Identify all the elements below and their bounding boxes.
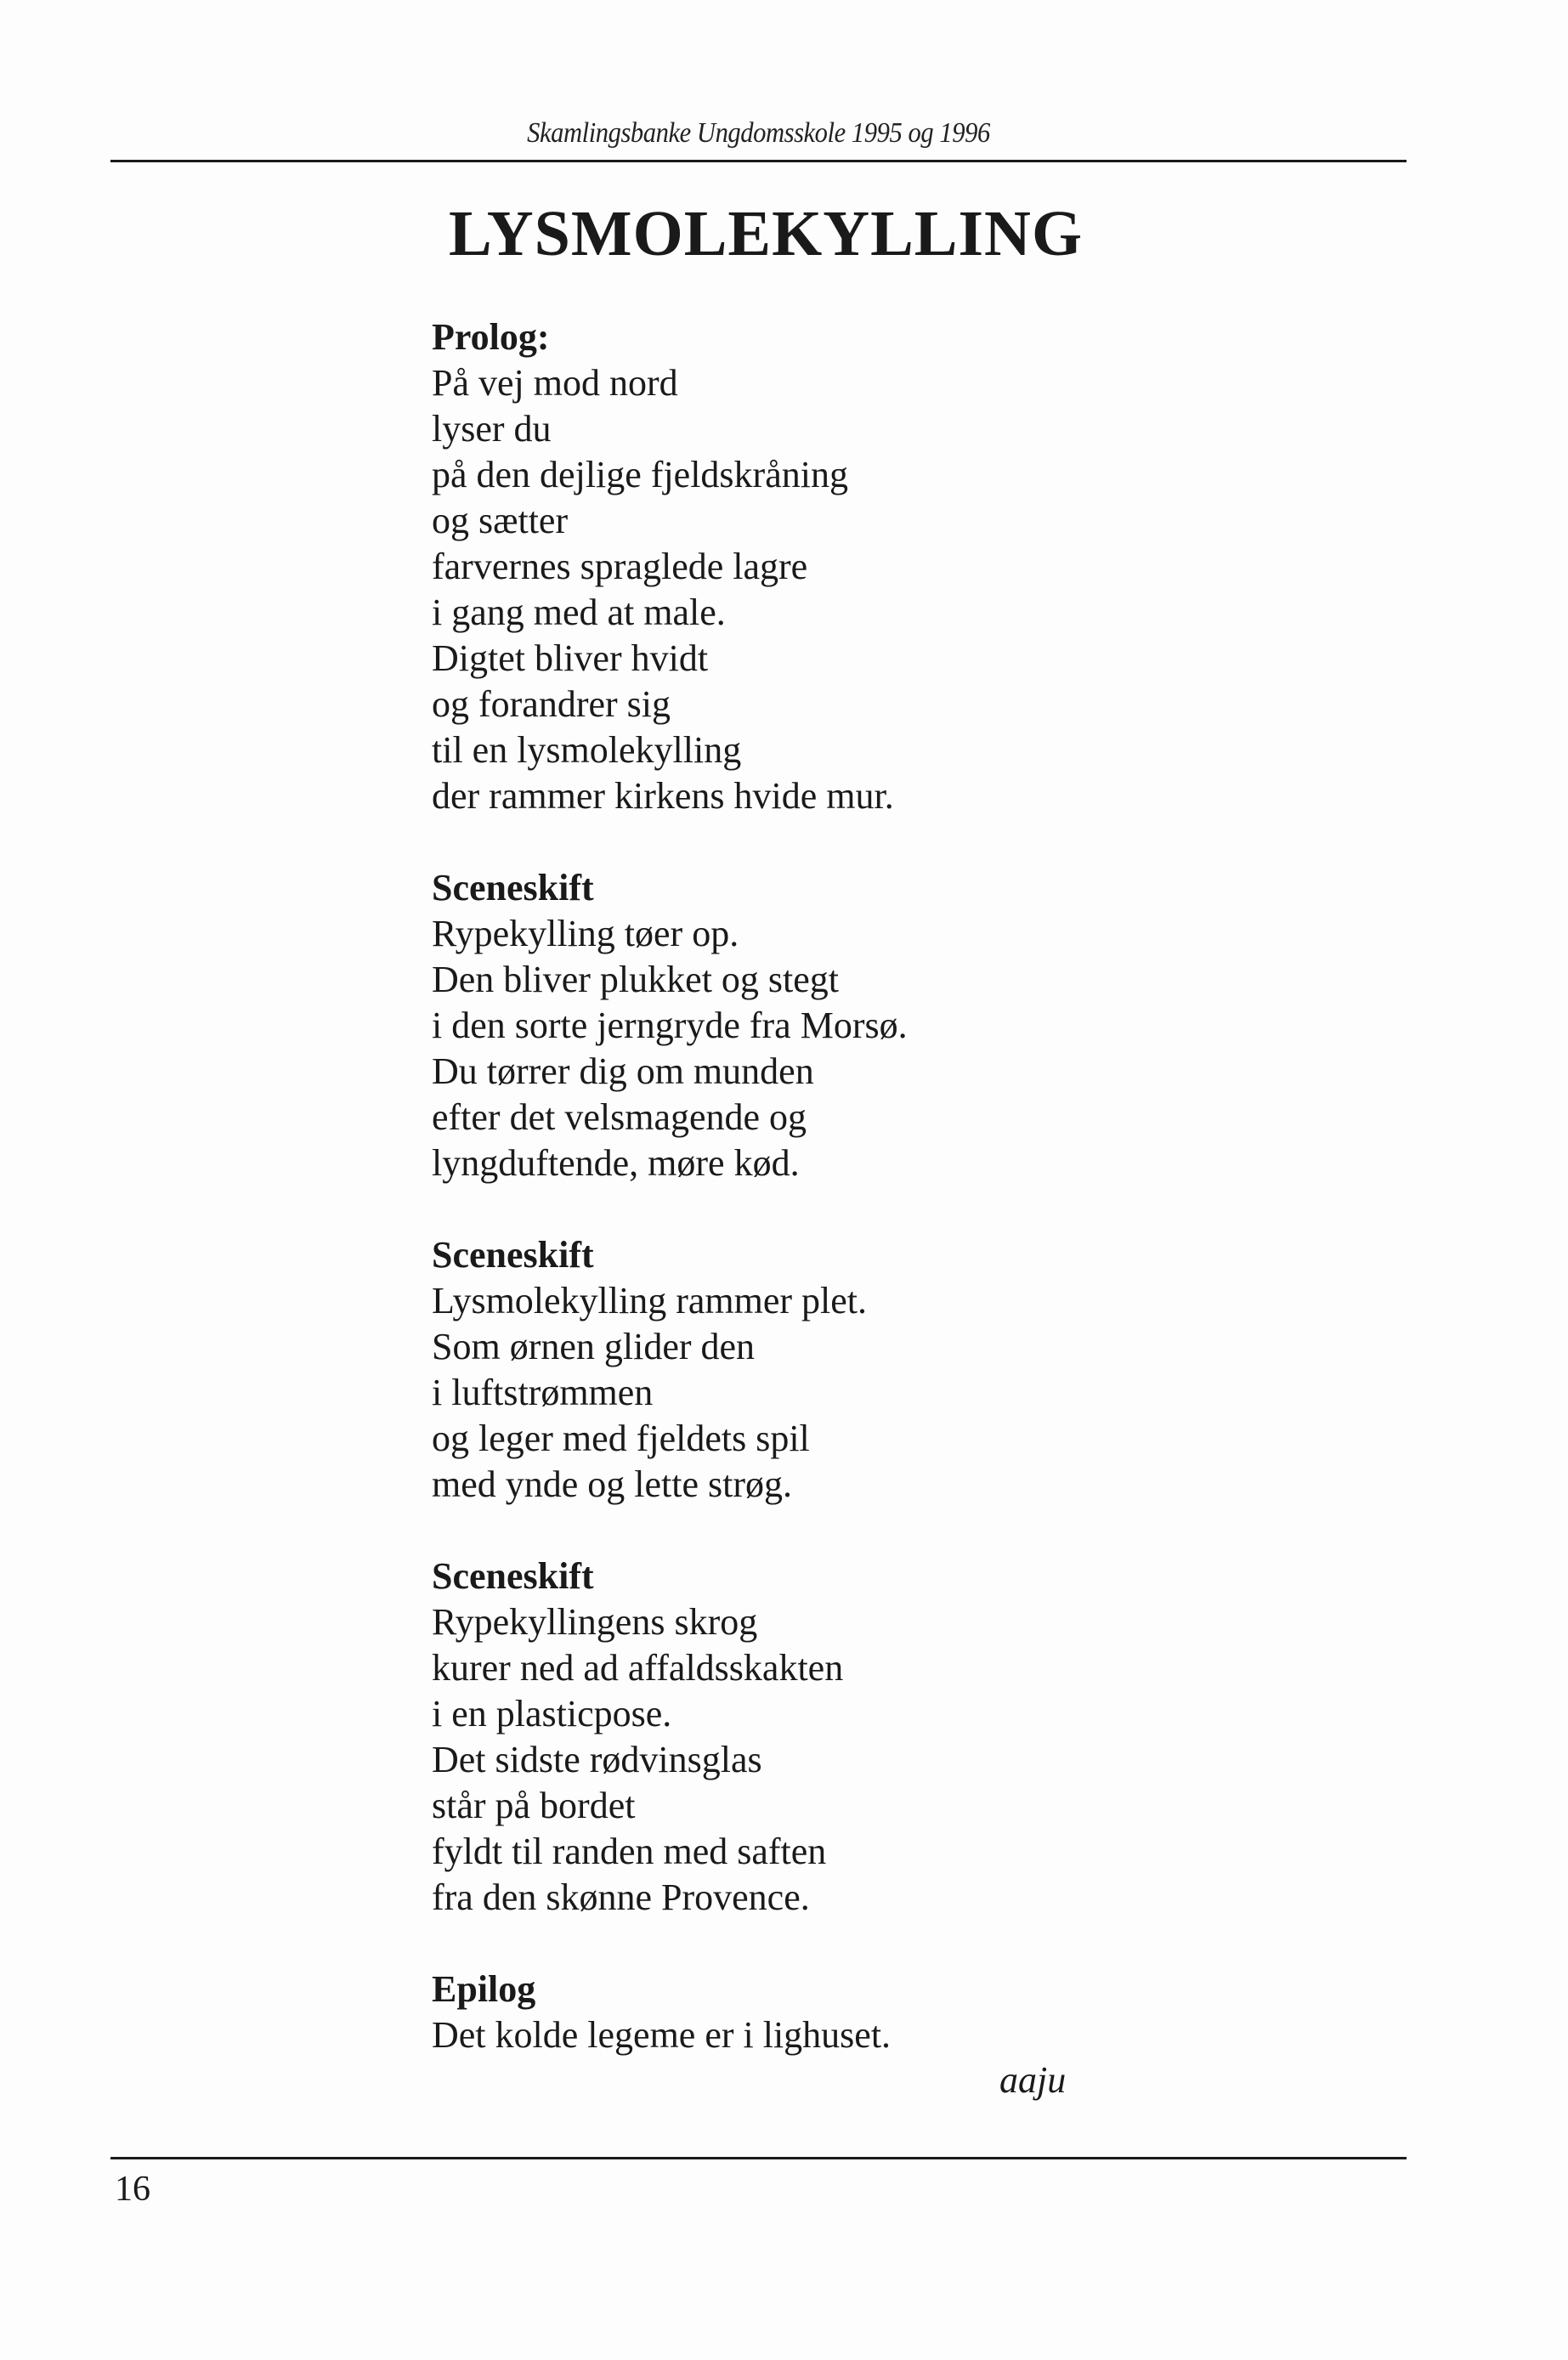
poem-line: Lysmolekylling rammer plet. <box>432 1280 868 1321</box>
poem-line: i en plasticpose. <box>432 1693 672 1735</box>
stanza-epilog <box>432 1967 1282 2058</box>
poem-line: Digtet bliver hvidt <box>432 637 709 679</box>
stanza-sceneskift-2 <box>432 1232 1282 1508</box>
running-header: Skamlingsbanke Ungdomsskole 1995 og 1996 <box>527 117 990 149</box>
poem-line: fyldt til randen med saften <box>432 1831 827 1872</box>
author-signature: aaju <box>999 2059 1067 2101</box>
poem-line: Som ørnen glider den <box>432 1326 756 1367</box>
poem-line: på den dejlige fjeldskråning <box>432 454 848 495</box>
poem-title: LYSMOLEKYLLING <box>449 198 1084 269</box>
poem-line: der rammer kirkens hvide mur. <box>432 775 894 817</box>
poem-line: Rypekylling tøer op. <box>432 913 739 954</box>
poem-line: og forandrer sig <box>432 683 671 725</box>
stanza-heading: Sceneskift <box>432 867 594 908</box>
stanza-heading: Prolog: <box>432 316 550 358</box>
poem-line: står på bordet <box>432 1785 636 1826</box>
stanza-heading: Sceneskift <box>432 1234 594 1276</box>
poem-line: med ynde og lette strøg. <box>432 1463 793 1505</box>
stanza-sceneskift-3 <box>432 1554 1282 1921</box>
poem-line: fra den skønne Provence. <box>432 1876 810 1918</box>
stanza-heading: Sceneskift <box>432 1555 594 1597</box>
poem-line: og sætter <box>432 500 569 541</box>
header-rule <box>110 160 1407 162</box>
poem-line: Det kolde legeme er i lighuset. <box>432 2014 892 2056</box>
poem-line: Rypekyllingens skrog <box>432 1601 758 1643</box>
stanza-heading: Epilog <box>432 1968 536 2010</box>
poem-line: På vej mod nord <box>432 362 678 404</box>
page-number: 16 <box>115 2170 150 2209</box>
poem-line: efter det velsmagende og <box>432 1096 807 1138</box>
poem-line: lyngduftende, møre kød. <box>432 1142 800 1184</box>
poem-line: kurer ned ad affaldsskakten <box>432 1647 844 1689</box>
poem-line: farvernes spraglede lagre <box>432 546 808 587</box>
stanza-prolog <box>432 314 1282 819</box>
poem-line: til en lysmolekylling <box>432 729 742 771</box>
poem-body <box>432 314 1282 2104</box>
poem-line: Det sidste rødvinsglas <box>432 1739 762 1780</box>
poem-line: i luftstrømmen <box>432 1372 654 1413</box>
poem-line: i den sorte jerngryde fra Morsø. <box>432 1005 908 1046</box>
footer-rule <box>110 2157 1407 2159</box>
poem-line: i gang med at male. <box>432 591 726 633</box>
poem-line: lyser du <box>432 408 552 450</box>
stanza-sceneskift-1 <box>432 865 1282 1186</box>
poem-line: Den bliver plukket og stegt <box>432 959 840 1000</box>
poem-line: og leger med fjeldets spil <box>432 1418 810 1459</box>
poem-line: Du tørrer dig om munden <box>432 1050 814 1092</box>
